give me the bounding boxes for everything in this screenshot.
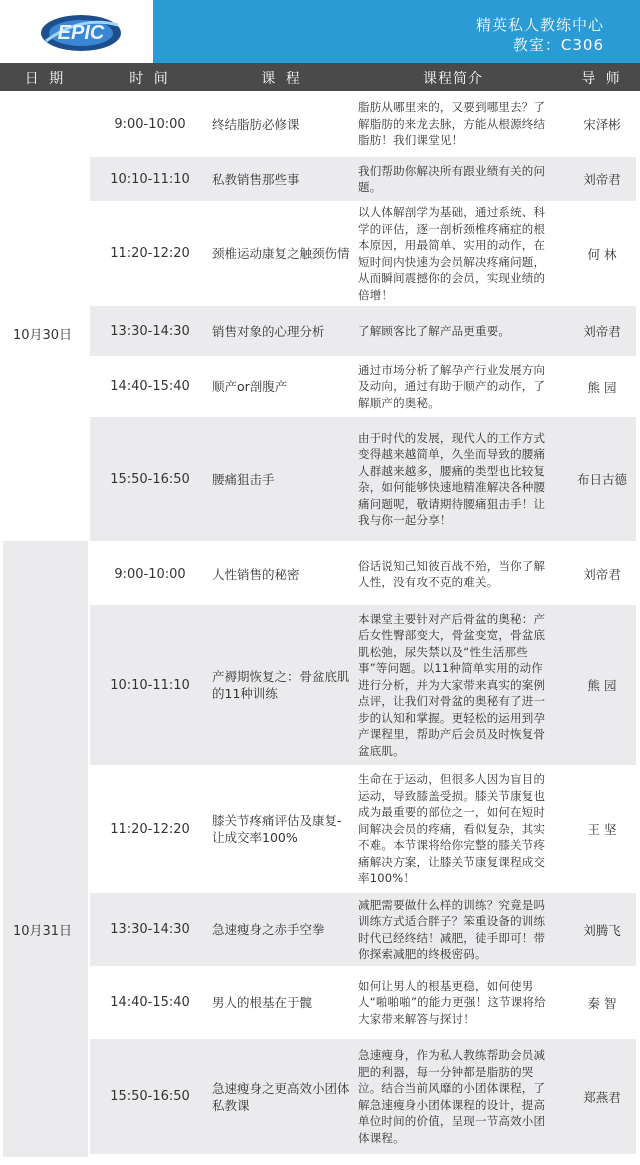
session-teacher: 王 坚 [587,822,617,837]
table-row [90,767,636,891]
header-bar [0,0,640,63]
column-header-row [0,63,640,91]
logo-text: EPIC [57,22,105,44]
session-teacher: 布日古德 [576,472,627,487]
table-row [90,545,636,603]
session-course: 人性销售的秘密 [212,566,300,582]
table-row [90,417,636,541]
session-course: 私教销售那些事 [212,171,300,187]
date-label-day1: 10月30日 [12,328,73,343]
session-time: 15:50-16:50 [110,471,190,487]
session-teacher: 郑燕君 [583,1089,621,1105]
session-time: 11:20-12:20 [110,246,190,261]
table-row [90,358,636,415]
session-time: 14:40-15:40 [110,379,190,394]
date-label-day2: 10月31日 [12,924,73,939]
session-description: 由于时代的发展，现代人的工作方式变得越来越简单，久坐而导致的腰痛人群越来越多，腰痛的类型也比较复杂，如何能够快速地精准解决各种腰痛问题呢，敬请期待腰痛狙击手！让我与你一起分享！ [358,430,546,527]
session-description: 减肥需要做什么样的训练？究竟是吗训练方式适合胖子？笨重设备的训练时代已经终结！减肥，徒手即可！带你探索减肥的终极密码。 [358,897,546,961]
session-course: 终结脂肪必修课 [212,116,300,132]
session-course: 膝关节疼痛评估及康复-让成交率100% [212,813,342,845]
session-time: 13:30-14:30 [110,922,190,937]
session-teacher: 刘帝君 [583,172,621,187]
session-description: 我们帮助你解决所有跟业绩有关的问题。 [358,163,546,194]
table-row [90,157,636,201]
column-date: 日 期 [24,71,67,87]
session-time: 10:10-11:10 [110,171,190,187]
date-cell-day2-bg [3,541,88,1157]
epic-logo-icon [36,5,126,57]
table-row [90,93,636,155]
session-time: 9:00-10:00 [114,566,186,582]
session-time: 13:30-14:30 [110,323,190,339]
session-time: 10:10-11:10 [110,677,190,693]
session-course: 顺产or剖腹产 [212,379,288,394]
session-description: 急速瘦身，作为私人教练帮助会员减肥的利器，每一分钟都是脂肪的哭泣。结合当前风靡的小团体课程，了解急速瘦身小团体课程的设计，提高单位时间的价值，呈现一节高效小团体课程。 [358,1048,546,1145]
session-description: 俗话说知己知彼百战不殆，当你了解人性，没有攻不克的难关。 [358,558,546,589]
session-course: 腰痛狙击手 [212,471,275,487]
table-row [90,968,636,1037]
session-teacher: 刘帝君 [583,324,621,339]
session-description: 如何让男人的根基更稳，如何使男人“啪啪啪”的能力更强！这节课将给大家带来解答与探讨！ [358,978,546,1026]
session-teacher: 刘腾飞 [583,922,621,938]
column-teacher: 导 师 [581,71,623,87]
table-row [90,893,636,966]
session-course: 急速瘦身之更高效小团体私教课 [212,1080,350,1113]
center-name: 精英私人教练中心 [475,16,604,34]
session-description: 本课堂主要针对产后骨盆的奥秘：产后女性臀部变大，骨盆变宽，骨盆底肌松弛，尿失禁以及“性生活那些事”等问题。以11种简单实用的动作进行分析，并为大家带来真实的案例点评，让我们对骨盆的奥秘有了进一步的认知和掌握。更轻松的运用到孕产课程里，帮助产后会员及时恢复骨盆底肌。 [358,611,546,758]
session-course: 急速瘦身之赤手空拳 [212,922,325,937]
session-teacher: 何 林 [587,246,617,262]
table-row [90,1039,636,1154]
session-time: 15:50-16:50 [110,1089,190,1104]
session-teacher: 熊 园 [587,678,617,693]
session-course: 产褥期恢复之：骨盆底肌的11种训练 [212,669,350,701]
column-time: 时 间 [129,71,171,87]
session-description: 生命在于运动，但很多人因为盲目的运动，导致膝盖受损。膝关节康复也成为最重要的部位之一，如何在短时间解决会员的疼痛，看似复杂，其实不难。本节课将给你完整的膝关节疼痛解决方案，让膝关节康复课程成交率100%！ [358,772,546,886]
column-description: 课程简介 [423,71,483,87]
table-row [90,306,636,356]
session-time: 11:20-12:20 [110,821,190,837]
session-course: 销售对象的心理分析 [212,323,325,339]
session-course: 男人的根基在于髋 [212,995,313,1010]
session-time: 9:00-10:00 [114,116,186,132]
session-teacher: 秦 智 [587,995,617,1011]
session-description: 了解顾客比了解产品更重要。 [358,323,511,338]
session-description: 以人体解剖学为基础，通过系统、科学的评估，逐一剖析颈椎疼痛症的根本原因，用最简单、实用的动作，在短时间内快速为会员解决疼痛问题，从而瞬间震撼你的会员，实现业绩的倍增！ [358,205,546,302]
logo-area [0,0,153,63]
session-teacher: 熊 园 [587,379,617,395]
table-row [90,203,636,304]
session-teacher: 刘帝君 [583,567,621,582]
session-course: 颈椎运动康复之触颈伤情 [212,246,350,261]
column-course: 课 程 [261,71,303,87]
session-description: 通过市场分析了解孕产行业发展方向及动向，通过有助于顺产的动作，了解顺产的奥秘。 [358,362,546,410]
session-time: 14:40-15:40 [110,995,190,1010]
room-label: 教室：C306 [512,36,604,54]
session-teacher: 宋泽彬 [583,117,621,132]
table-row [90,605,636,765]
session-description: 脂肪从哪里来的，又要到哪里去？了解脂肪的来龙去脉，方能从根源终结脂肪！我们课堂见！ [358,100,546,148]
